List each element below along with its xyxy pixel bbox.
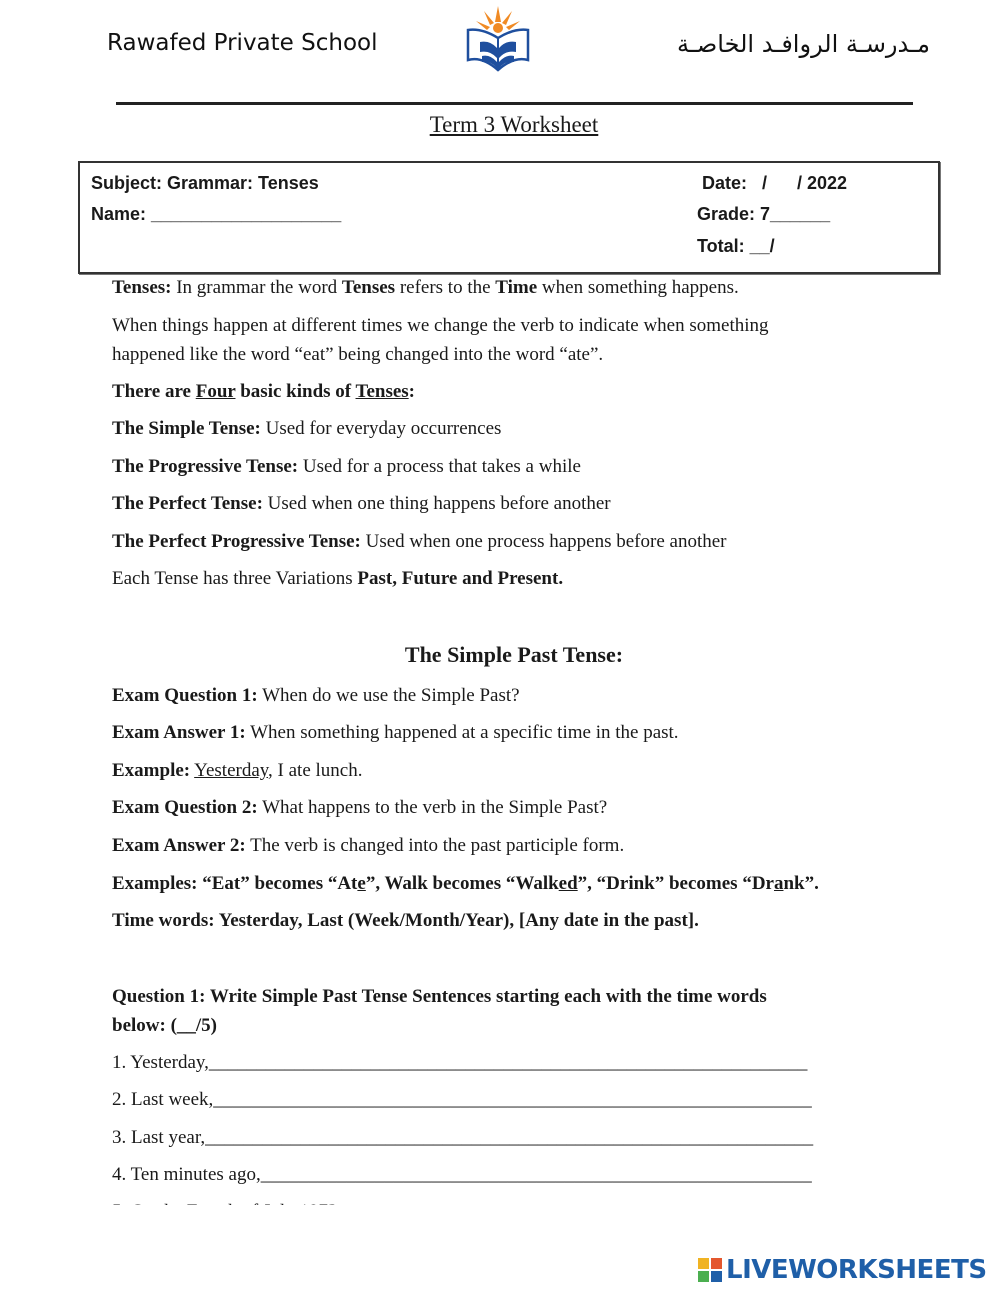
school-name-english: Rawafed Private School — [107, 30, 378, 56]
variations-line — [112, 564, 563, 593]
text-span: There are — [112, 381, 196, 402]
tenses-definition — [112, 273, 739, 302]
tense-description: Used for a process that takes a while — [298, 456, 581, 477]
underlined-suffix: ed — [558, 873, 578, 894]
underlined-tenses: Tenses — [355, 381, 409, 402]
variations-list: Past, Future and Present. — [357, 568, 564, 589]
text-span: ”, “Drink” becomes “Dr — [577, 873, 774, 894]
text-span: , I ate lunch. — [268, 760, 363, 781]
answer-label: Exam Answer 1: — [112, 722, 246, 743]
grade-field[interactable]: Grade: 7______ — [697, 204, 831, 224]
text-span: In grammar the word — [171, 277, 342, 298]
text-span: ”, Walk becomes “Walk — [365, 873, 559, 894]
tense-description: Used when one process happens before another — [360, 531, 727, 552]
question-text: What happens to the verb in the Simple Past? — [257, 797, 608, 818]
tense-description: Used for everyday occurrences — [260, 418, 502, 439]
liveworksheets-logo — [698, 1253, 994, 1287]
tense-progressive — [112, 452, 581, 481]
page-cutoff-mask — [0, 1205, 1000, 1245]
underlined-suffix: a — [773, 873, 784, 894]
question-1-prompt-line-2: below: (__/5) — [112, 1015, 218, 1036]
intro-paragraph-line-1: When things happen at different times we change the verb to indicate when something — [112, 315, 769, 336]
underlined-four: Four — [195, 381, 236, 402]
text-span: basic kinds of — [235, 381, 356, 402]
simple-past-heading: The Simple Past Tense: — [404, 642, 624, 667]
exam-answer-2 — [112, 831, 624, 860]
time-words-line: Time words: Yesterday, Last (Week/Month/Year), [Any date in the past]. — [112, 910, 699, 931]
term-time: Time — [495, 277, 538, 298]
answer-text: When something happened at a specific time in the past. — [245, 722, 679, 743]
header-divider — [116, 102, 913, 105]
underlined-yesterday: Yesterday — [194, 760, 269, 781]
kinds-of-tenses-heading — [112, 377, 415, 406]
subject-field: Subject: Grammar: Tenses — [91, 173, 319, 193]
answer-text: The verb is changed into the past participle form. — [245, 835, 625, 856]
term-tenses: Tenses: — [112, 277, 172, 298]
tense-label: The Progressive Tense: — [112, 456, 299, 477]
question-label: Exam Question 2: — [112, 797, 258, 818]
name-field[interactable]: Name: ___________________ — [91, 204, 342, 224]
intro-paragraph-line-2: happened like the word “eat” being changed into the word “ate”. — [112, 344, 604, 365]
answer-label: Exam Answer 2: — [112, 835, 246, 856]
tense-label: The Simple Tense: — [112, 418, 261, 439]
example-line — [112, 756, 362, 785]
question-label: Exam Question 1: — [112, 685, 258, 706]
tense-description: Used when one thing happens before another — [262, 493, 611, 514]
worksheet-title: Term 3 Worksheet — [429, 112, 599, 137]
question-text: When do we use the Simple Past? — [257, 685, 520, 706]
answer-line-2[interactable]: 2. Last week,_______________________________________________________________ — [112, 1089, 812, 1110]
exam-question-2 — [112, 793, 607, 822]
liveworksheets-wordmark: LIVEWORKSHEETS — [726, 1255, 987, 1285]
total-field: Total: __/ — [697, 236, 775, 256]
tense-label: The Perfect Progressive Tense: — [112, 531, 361, 552]
question-1-prompt-line-1: Question 1: Write Simple Past Tense Sentences starting each with the time words — [112, 986, 767, 1007]
term-tenses-2: Tenses — [341, 277, 396, 298]
school-logo-icon — [460, 2, 536, 78]
liveworksheets-icon — [698, 1258, 722, 1282]
answer-line-1[interactable]: 1. Yesterday,_______________________________________________________________ — [112, 1052, 808, 1073]
answer-line-4[interactable]: 4. Ten minutes ago,__________________________________________________________ — [112, 1164, 812, 1185]
examples-line — [112, 869, 819, 898]
text-span: Each Tense has three Variations — [112, 568, 358, 589]
info-box — [78, 161, 940, 274]
tense-simple — [112, 414, 501, 443]
exam-answer-1 — [112, 718, 679, 747]
text-span: : — [408, 381, 415, 402]
tense-perfect-progressive — [112, 527, 727, 556]
text-span: refers to the — [395, 277, 496, 298]
exam-question-1 — [112, 681, 520, 710]
tense-perfect — [112, 489, 611, 518]
school-name-arabic: مـدرسـة الروافـد الخاصـة — [677, 30, 930, 58]
text-span: nk”. — [783, 873, 819, 894]
date-field[interactable]: Date: / / 2022 — [702, 173, 848, 193]
text-span: Examples: “Eat” becomes “At — [112, 873, 358, 894]
underlined-suffix: e — [357, 873, 366, 894]
answer-line-3[interactable]: 3. Last year,________________________________________________________________ — [112, 1127, 814, 1148]
text-span: when something happens. — [537, 277, 739, 298]
tense-label: The Perfect Tense: — [112, 493, 263, 514]
example-label: Example: — [112, 760, 191, 781]
